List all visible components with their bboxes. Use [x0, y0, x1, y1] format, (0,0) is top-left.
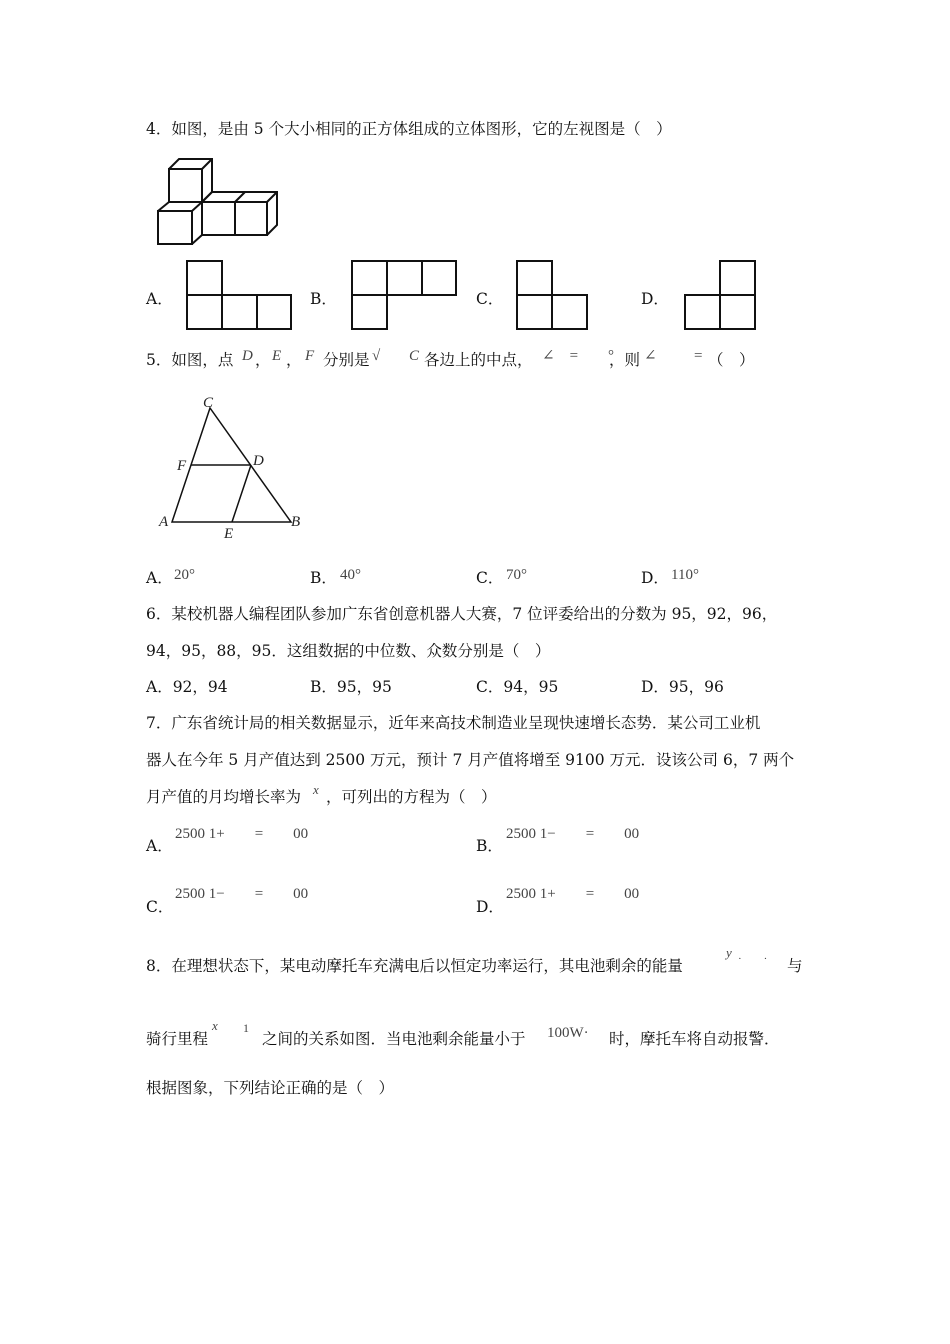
q5-point-d: D: [242, 348, 253, 364]
q6-option-b: B．95，95: [310, 678, 392, 696]
q4-solid-figure: [155, 152, 285, 247]
q4-option-b-label: B．: [310, 290, 337, 308]
q4-option-c-figure: [515, 259, 591, 331]
q4-option-a-figure: [185, 259, 295, 331]
q7-line1: 7．广东省统计局的相关数据显示，近年来高技术制造业呈现快速增长态势．某公司工业机: [146, 714, 761, 732]
q7-line2: 器人在今年 5 月产值达到 2500 万元，预计 7 月产值将增至 9100 万元．设该公司 6，7 两个: [146, 751, 795, 769]
q5-option-c-value: 70°: [506, 567, 527, 583]
q6-line1: 6．某校机器人编程团队参加广东省创意机器人大赛，7 位评委给出的分数为 95，92，96，: [146, 605, 778, 623]
q6-line2: 94，95，88，95．这组数据的中位数、众数分别是（ ）: [146, 642, 551, 660]
q5-option-a-label: A．: [146, 569, 173, 587]
q7-line3-suffix: ，可列出的方程为（ ）: [326, 788, 497, 806]
q5-option-b-value: 40°: [340, 567, 361, 583]
q4-option-d-label: D．: [641, 290, 669, 308]
q5-mid3: ，则: [609, 351, 641, 369]
q7-option-a-equation: 2500 1+ = 00: [175, 826, 309, 842]
q7-option-d-label: D．: [476, 898, 504, 916]
q8-line3: 根据图象，下列结论正确的是（ ）: [146, 1079, 395, 1097]
q5-option-b-label: B．: [310, 569, 337, 587]
q5-angle1: ∠ = °: [542, 348, 615, 364]
q4-option-a-label: A．: [146, 290, 173, 308]
q7-line3-var: x: [313, 782, 319, 797]
q8-line1-prefix: 8．在理想状态下，某电动摩托车充满电后以恒定功率运行，其电池剩余的能量: [146, 957, 683, 975]
q5-sep2: ，: [286, 351, 302, 369]
q8-line1-dots: · ·: [738, 953, 768, 965]
q4-stem: 4．如图，是由 5 个大小相同的正方体组成的立体图形，它的左视图是（ ）: [146, 120, 672, 138]
q5-stem-prefix: 5．如图，点: [146, 351, 234, 369]
q8-line2-suffix: 时，摩托车将自动报警．: [609, 1030, 780, 1048]
q7-option-a-label: A．: [146, 837, 173, 855]
q5-option-a-value: 20°: [174, 567, 195, 583]
q8-line1-suffix: 与: [787, 957, 803, 975]
q5-sep1: ，: [255, 351, 271, 369]
q8-line2-unit: 1: [228, 1021, 250, 1035]
q5-option-d-label: D．: [641, 569, 669, 587]
q4-option-b-figure: [350, 259, 460, 331]
q5-label-f: F: [177, 458, 187, 474]
q5-triangle-symbol: √: [372, 348, 381, 364]
q8-line1-var: y: [726, 945, 732, 960]
q8-line2-prefix: 骑行里程: [146, 1030, 209, 1048]
q4-option-c-label: C．: [476, 290, 504, 308]
q5-triangle-figure: [155, 388, 315, 548]
q5-label-b: B: [291, 514, 301, 530]
q5-point-f: F: [305, 348, 315, 364]
q8-line2-value: 100W·: [547, 1025, 589, 1041]
q5-label-a: A: [159, 514, 169, 530]
q5-equals: =: [694, 348, 703, 364]
q8-line2-mid: 之间的关系如图．当电池剩余能量小于: [262, 1030, 526, 1048]
q7-line3-prefix: 月产值的月均增长率为: [146, 788, 302, 806]
q7-option-d-equation: 2500 1+ = 00: [506, 886, 640, 902]
q5-label-e: E: [224, 526, 234, 542]
q5-option-d-value: 110°: [671, 567, 699, 583]
q7-option-b-label: B．: [476, 837, 503, 855]
q5-angle2: ∠: [644, 348, 657, 364]
q5-mid1: 分别是: [323, 351, 370, 369]
q5-label-c: C: [203, 395, 214, 411]
q7-option-c-equation: 2500 1− = 00: [175, 886, 309, 902]
q8-line2-var: x: [212, 1018, 218, 1033]
q7-option-b-equation: 2500 1− = 00: [506, 826, 640, 842]
q5-mid2: 各边上的中点，: [424, 351, 533, 369]
q6-option-a: A．92，94: [146, 678, 228, 696]
q5-label-d: D: [253, 453, 264, 469]
q4-option-d-figure: [683, 259, 759, 331]
q7-option-c-label: C．: [146, 898, 174, 916]
q5-point-e: E: [272, 348, 282, 364]
q6-option-c: C．94，95: [476, 678, 559, 696]
q5-triangle-vertex-c: C: [409, 348, 420, 364]
q5-end: （ ）: [708, 351, 755, 369]
q5-option-c-label: C．: [476, 569, 504, 587]
q6-option-d: D．95，96: [641, 678, 724, 696]
